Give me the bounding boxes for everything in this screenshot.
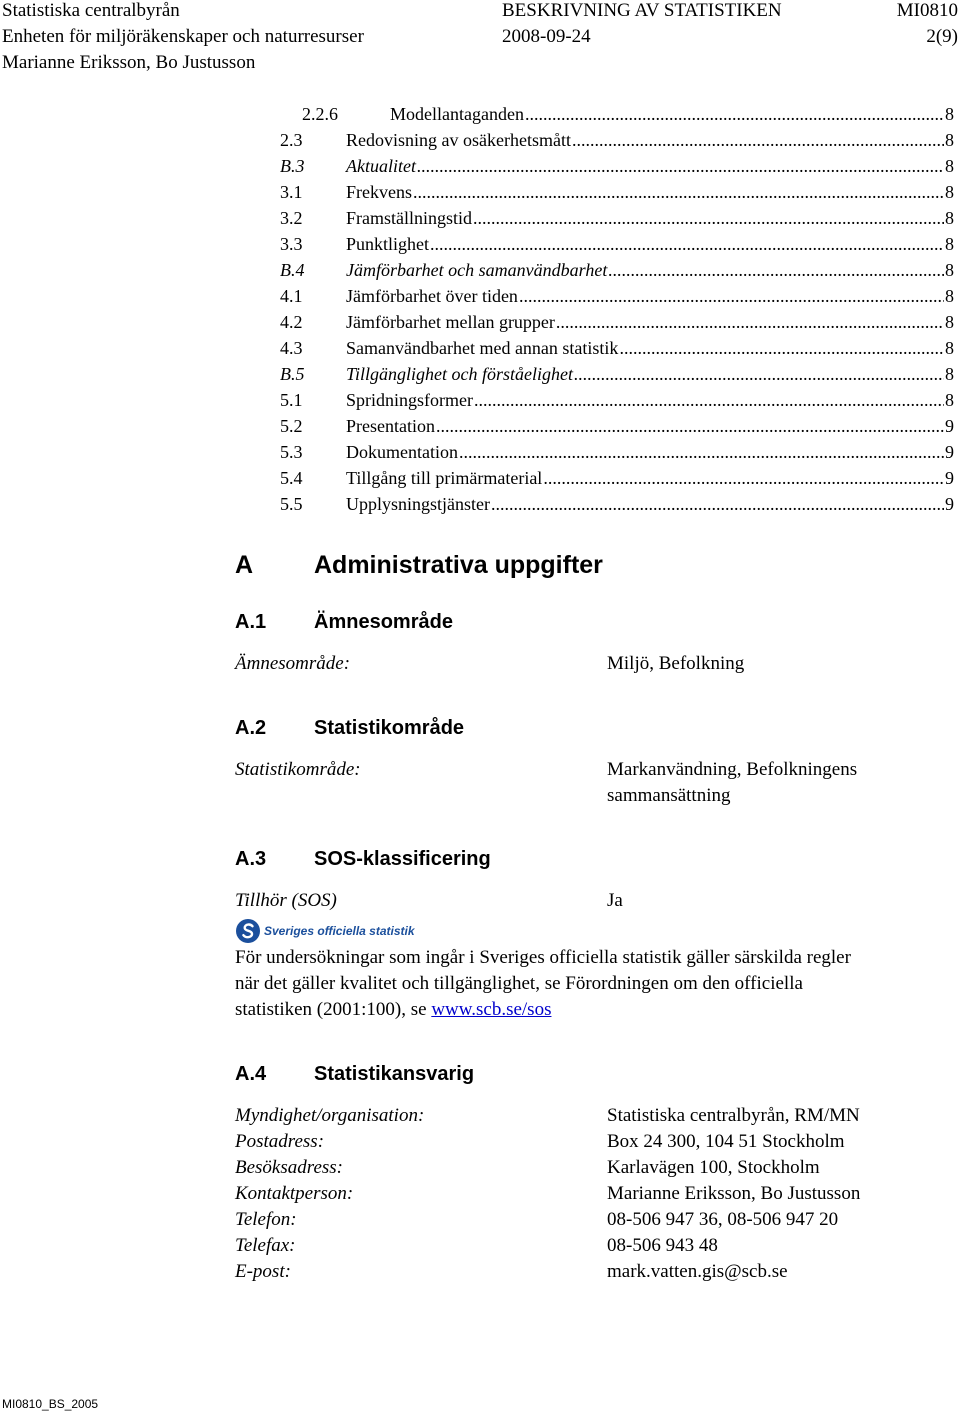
a2-value-line2: sammansättning (607, 785, 731, 806)
a1-title: Ämnesområde (314, 611, 453, 633)
contact-value: Marianne Eriksson, Bo Justusson (607, 1183, 861, 1204)
toc-dot-leader (525, 101, 944, 127)
sos-logo-icon (235, 918, 261, 944)
toc-entry-title: Samanvändbarhet med annan statistik (346, 338, 619, 358)
toc-entry-number: 5.2 (280, 416, 303, 436)
toc-entry-title: Punktlighet (346, 234, 430, 254)
toc-entry-title: Jämförbarhet över tiden (346, 286, 518, 306)
toc-entry[interactable] (280, 465, 954, 491)
a3-number: A.3 (235, 848, 267, 870)
toc-entry-number: 2.3 (280, 130, 303, 150)
toc-entry-page: 8 (945, 286, 954, 306)
toc-entry-page: 9 (945, 494, 954, 514)
sos-paragraph (235, 945, 957, 1023)
toc-entry[interactable] (280, 283, 954, 309)
contact-row (0, 1155, 960, 1181)
toc-entry[interactable] (280, 153, 954, 179)
header-org: Statistiska centralbyrån (2, 0, 180, 21)
toc-entry[interactable] (280, 491, 954, 517)
toc-entry-title: Presentation (346, 416, 435, 436)
toc-entry-page: 8 (945, 234, 954, 254)
toc-entry-title: Aktualitet (346, 156, 416, 176)
contact-row (0, 1103, 960, 1129)
toc-entry-title: Modellantaganden (390, 104, 524, 124)
toc-entry-title: Redovisning av osäkerhetsmått (346, 130, 571, 150)
contact-value: Karlavägen 100, Stockholm (607, 1157, 820, 1178)
contact-row (0, 1233, 960, 1259)
contact-row (0, 1259, 960, 1285)
toc-entry[interactable] (280, 101, 954, 127)
contact-row (0, 1207, 960, 1233)
toc-dot-leader (574, 361, 944, 387)
a4-title: Statistikansvarig (314, 1063, 475, 1085)
toc-dot-leader (572, 127, 944, 153)
toc-entry[interactable] (280, 257, 954, 283)
a2-number: A.2 (235, 717, 267, 739)
toc-entry[interactable] (280, 309, 954, 335)
toc-entry-title: Jämförbarhet och samanvändbarhet (346, 260, 608, 280)
toc-entry-page: 8 (945, 338, 954, 358)
toc-entry-number: 4.3 (280, 338, 303, 358)
a1-label: Ämnesområde: (235, 653, 351, 674)
a1-number: A.1 (235, 611, 267, 633)
contact-value: 08-506 947 36, 08-506 947 20 (607, 1209, 839, 1230)
header-date: 2008-09-24 (502, 26, 591, 47)
toc-entry-page: 8 (945, 130, 954, 150)
sos-paragraph-line2: när det gäller kvalitet och tillgänglighet, se Förordningen om den officiella (235, 973, 803, 994)
contact-label: Besöksadress: (235, 1157, 343, 1178)
contact-value: Statistiska centralbyrån, RM/MN (607, 1105, 860, 1126)
toc-dot-leader (436, 413, 944, 439)
toc-entry-number: 3.2 (280, 208, 303, 228)
toc-entry[interactable] (280, 127, 954, 153)
toc-entry-page: 8 (945, 182, 954, 202)
toc-dot-leader (619, 335, 944, 361)
contact-label: Telefon: (235, 1209, 297, 1230)
toc-entry[interactable] (280, 231, 954, 257)
section-a-number: A (235, 551, 254, 579)
toc-entry[interactable] (280, 205, 954, 231)
a2-value-line1: Markanvändning, Befolkningens (607, 759, 858, 780)
a1-value: Miljö, Befolkning (607, 653, 745, 674)
a3-value: Ja (607, 890, 623, 911)
toc-dot-leader (459, 439, 944, 465)
toc-entry-number: 4.2 (280, 312, 303, 332)
toc-dot-leader (474, 387, 944, 413)
toc-entry-number: 3.1 (280, 182, 303, 202)
toc-entry[interactable] (280, 361, 954, 387)
toc-entry[interactable] (280, 413, 954, 439)
header-authors: Marianne Eriksson, Bo Justusson (2, 52, 256, 73)
toc-entry[interactable] (280, 335, 954, 361)
section-a-title: Administrativa uppgifter (314, 551, 603, 579)
header-doc-code: MI0810 (896, 0, 958, 21)
a4-number: A.4 (235, 1063, 267, 1085)
toc-entry-title: Frekvens (346, 182, 412, 202)
toc-entry-page: 8 (945, 208, 954, 228)
contact-label: E-post: (235, 1261, 291, 1282)
header-doc-type: BESKRIVNING AV STATISTIKEN (502, 0, 782, 21)
toc-entry-number: 2.2.6 (302, 104, 338, 124)
toc-entry-number: B.5 (280, 364, 305, 384)
toc-entry-page: 8 (945, 104, 954, 124)
toc-dot-leader (417, 153, 944, 179)
toc-entry-title: Tillgång till primärmaterial (346, 468, 543, 488)
contact-value: 08-506 943 48 (607, 1235, 718, 1256)
contact-label: Myndighet/organisation: (235, 1105, 425, 1126)
toc-entry-title: Jämförbarhet mellan grupper (346, 312, 555, 332)
contact-label: Telefax: (235, 1235, 296, 1256)
toc-dot-leader (491, 491, 944, 517)
contact-row (0, 1181, 960, 1207)
toc-entry-page: 8 (945, 156, 954, 176)
toc-entry-title: Tillgänglighet och förståelighet (346, 364, 573, 384)
toc-entry-title: Upplysningstjänster (346, 494, 490, 514)
toc-dot-leader (430, 231, 944, 257)
toc-dot-leader (543, 465, 944, 491)
toc-entry-title: Framställningstid (346, 208, 472, 228)
sos-paragraph-line3-text: statistiken (2001:100), se (235, 999, 432, 1020)
contact-label: Postadress: (235, 1131, 325, 1152)
header-page-number: 2(9) (926, 26, 958, 47)
contact-value: Box 24 300, 104 51 Stockholm (607, 1131, 845, 1152)
toc-entry-number: 5.1 (280, 390, 303, 410)
toc-dot-leader (608, 257, 944, 283)
toc-entry-page: 8 (945, 312, 954, 332)
toc-dot-leader (413, 179, 944, 205)
contact-row (0, 1129, 960, 1155)
toc-entry-page: 8 (945, 390, 954, 410)
toc-entry-number: 4.1 (280, 286, 303, 306)
toc-entry-number: B.3 (280, 156, 305, 176)
toc-entry-title: Spridningsformer (346, 390, 473, 410)
header-unit: Enheten för miljöräkenskaper och naturresurser (2, 26, 364, 47)
sos-logo-text: Sveriges officiella statistik (264, 924, 415, 938)
toc-entry[interactable] (280, 179, 954, 205)
toc-entry-number: 5.3 (280, 442, 303, 462)
sos-paragraph-line1: För undersökningar som ingår i Sveriges officiella statistik gäller särskilda regler (235, 947, 851, 968)
toc-entry-page: 8 (945, 364, 954, 384)
toc-dot-leader (519, 283, 944, 309)
a2-title: Statistikområde (314, 717, 465, 739)
toc-entry-page: 8 (945, 260, 954, 280)
sos-paragraph-line3 (235, 997, 957, 1023)
toc-entry-page: 9 (945, 442, 954, 462)
toc-entry-title: Dokumentation (346, 442, 458, 462)
toc-entry[interactable] (280, 387, 954, 413)
toc-entry[interactable] (280, 439, 954, 465)
toc-entry-page: 9 (945, 468, 954, 488)
sos-link[interactable]: www.scb.se/sos (431, 999, 552, 1020)
sos-logo (235, 917, 415, 945)
toc-entry-page: 9 (945, 416, 954, 436)
contact-label: Kontaktperson: (235, 1183, 354, 1204)
a3-title: SOS-klassificering (314, 848, 491, 870)
toc-entry-number: 5.5 (280, 494, 303, 514)
toc-entry-number: B.4 (280, 260, 305, 280)
footer-code: MI0810_BS_2005 (2, 1397, 99, 1411)
a2-label: Statistikområde: (235, 759, 361, 780)
toc-entry-number: 3.3 (280, 234, 303, 254)
a3-label: Tillhör (SOS) (235, 890, 337, 911)
toc-entry-number: 5.4 (280, 468, 303, 488)
toc-dot-leader (473, 205, 944, 231)
toc-dot-leader (556, 309, 944, 335)
contact-value: mark.vatten.gis@scb.se (607, 1261, 788, 1282)
